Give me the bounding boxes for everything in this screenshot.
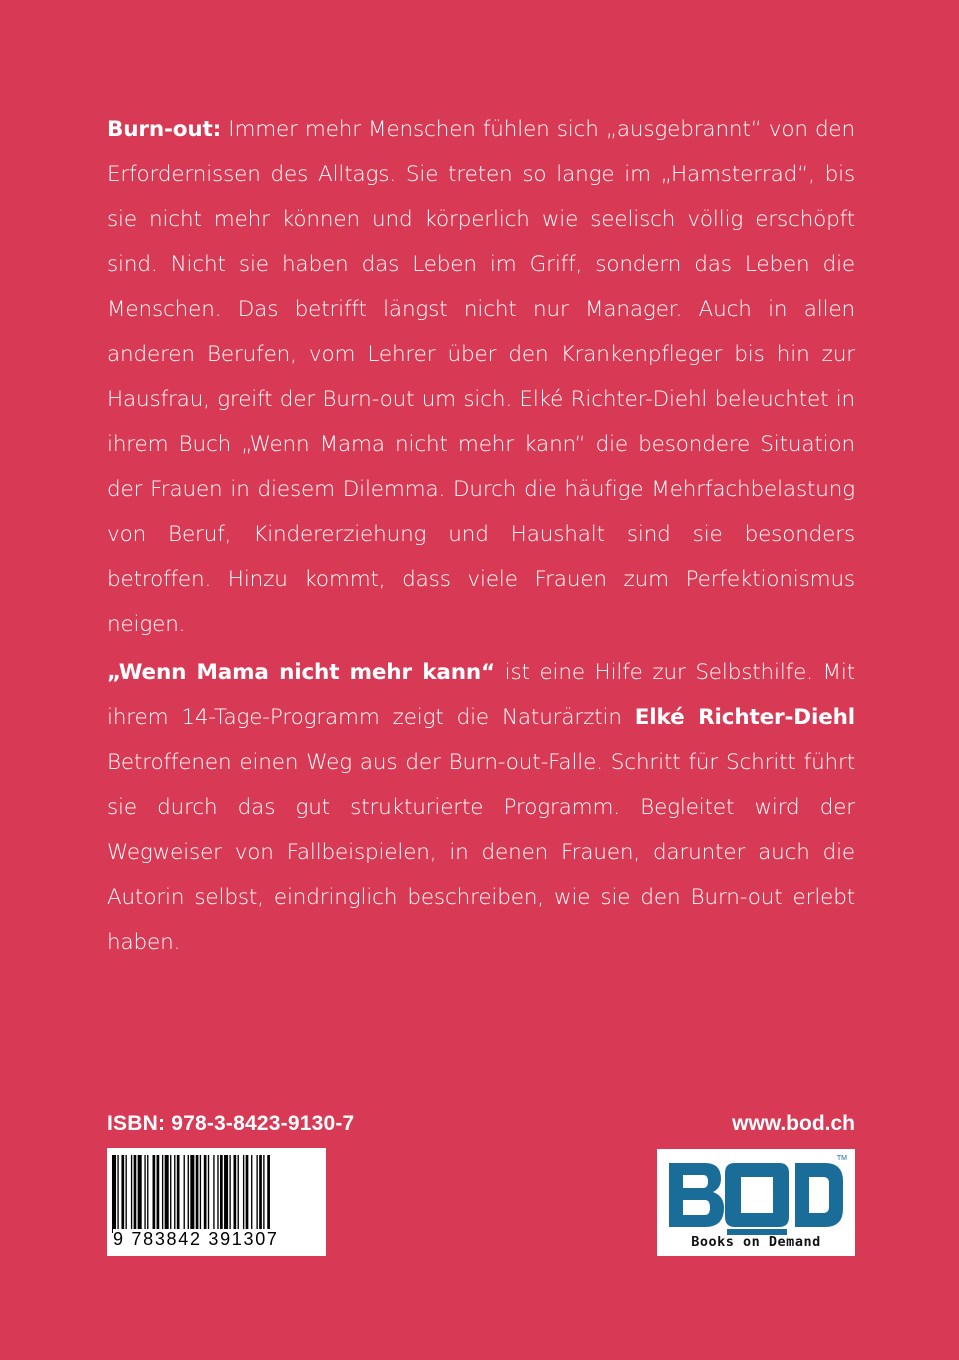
author-name: Elké Richter-Diehl [634, 705, 855, 730]
description-text-1: Immer mehr Menschen fühlen sich „ausgebrannt“ von den Erfordernissen des Alltags. Sie treten so lange im „Hamsterrad“, bis sie nicht mehr können und körperlich wie seelisch völlig erschöpft sind. Nicht sie haben das Leben im Griff, sondern das Leben die Menschen. Das betrifft längst nicht nur Manager. Auch in allen anderen Berufen, vom Lehrer über den Krankenpfleger bis hin zur Hausfrau, greift der Burn-out um sich. Elké Richter-Diehl beleuchtet in ihrem Buch „Wenn Mama nicht mehr kann“ die besondere Situation der Frauen in diesem Dilemma. Durch die häufige Mehrfachbelastung von Beruf, Kindererziehung und Haushalt sind sie besonders betroffen. Hinzu kommt, dass viele Frauen zum Perfektionismus neigen. [107, 117, 855, 637]
burnout-lead: Burn-out: [107, 117, 222, 142]
description-text-2b: Betroffenen einen Weg aus der Burn-out-Falle. Schritt für Schritt führt sie durch das gut strukturierte Programm. Begleitet wird der Wegweiser von Fallbeispielen, in denen Frauen, darunter auch die Autorin selbst, eindringlich beschreiben, wie sie den Burn-out erlebt haben. [107, 750, 855, 955]
description-paragraph-1 [107, 107, 855, 647]
bod-tagline: Books on Demand [691, 1234, 821, 1250]
isbn-label: ISBN: 978-3-8423-9130-7 [107, 1112, 355, 1135]
description-paragraph-2 [107, 650, 855, 965]
barcode-digits: 9 783842 391307 [113, 1229, 279, 1249]
book-title: „Wenn Mama nicht mehr kann“ [107, 660, 496, 685]
trademark-mark: TM [836, 1155, 847, 1162]
bod-logo [657, 1149, 855, 1256]
barcode [107, 1148, 326, 1256]
description-text-2a: ist eine Hilfe zur Selbsthilfe. Mit ihrem 14-Tage-Programm zeigt die Naturärztin [107, 660, 855, 730]
publisher-website: www.bod.ch [732, 1112, 855, 1135]
